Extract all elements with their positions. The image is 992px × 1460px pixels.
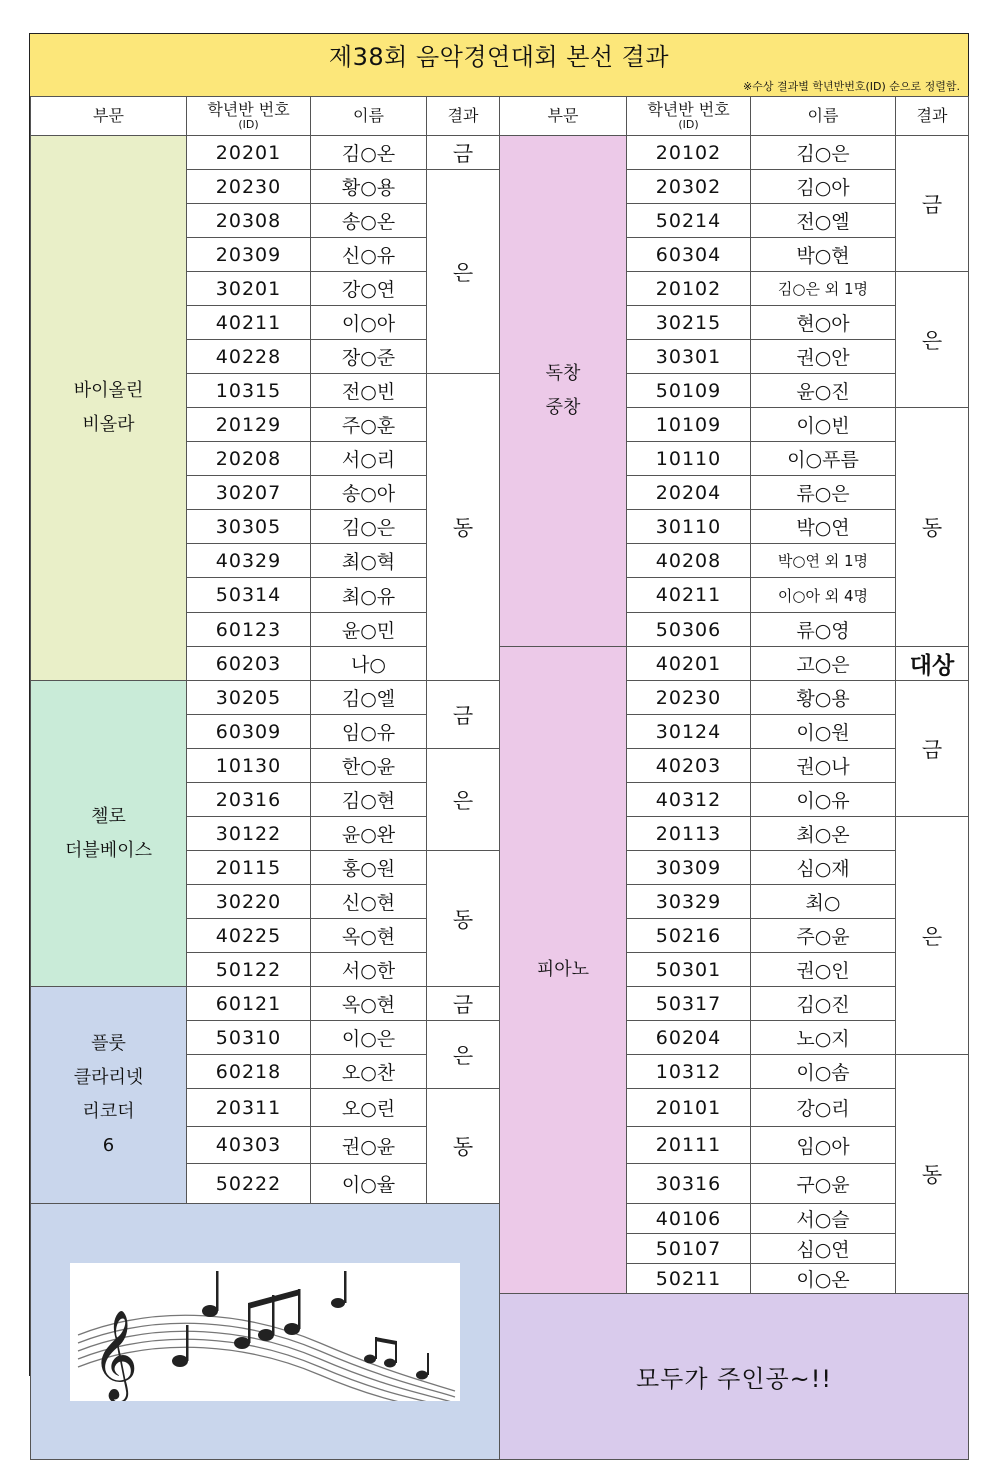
sort-note: ※수상 결과별 학년반번호(ID) 순으로 정렬함.: [742, 80, 960, 93]
result-badge: 은: [427, 749, 500, 851]
entry-name: 박○연: [751, 510, 896, 544]
entry-name: 윤○완: [311, 817, 427, 851]
entry-name: 강○리: [751, 1089, 896, 1127]
entry-name: 이○푸름: [751, 442, 896, 476]
music-staff-notes-icon: [70, 1263, 460, 1401]
entry-name: 이○율: [311, 1164, 427, 1204]
entry-name: 권○안: [751, 340, 896, 374]
entry-id: 30201: [187, 272, 311, 306]
entry-name: 류○은: [751, 476, 896, 510]
entry-id: 20113: [627, 817, 751, 851]
col-id: [187, 97, 311, 136]
entry-id: 50314: [187, 578, 311, 613]
division-cello-bass: [31, 681, 187, 987]
entry-name: 임○아: [751, 1127, 896, 1164]
division-piano: [500, 647, 627, 1294]
entry-name: 오○찬: [311, 1055, 427, 1089]
result-badge: 동: [896, 408, 969, 647]
entry-id: 20308: [187, 204, 311, 238]
entry-name: 이○아 외 4명: [751, 578, 896, 613]
entry-id: 20201: [187, 136, 311, 170]
entry-id: 40312: [627, 783, 751, 817]
entry-name: 한○윤: [311, 749, 427, 783]
division-label: 중창: [545, 397, 581, 418]
entry-id: 20111: [627, 1127, 751, 1164]
entry-name: 나○: [311, 647, 427, 681]
entry-id: 60309: [187, 715, 311, 749]
entry-name: 송○아: [311, 476, 427, 510]
col-name-right: 이름: [751, 97, 896, 136]
entry-id: 40211: [187, 306, 311, 340]
entry-name: 이○유: [751, 783, 896, 817]
entry-id: 30110: [627, 510, 751, 544]
entry-id: 10312: [627, 1055, 751, 1089]
entry-id: 60123: [187, 613, 311, 647]
entry-name: 이○아: [311, 306, 427, 340]
col-id-label: 학년반 번호: [207, 99, 290, 119]
entry-id: 30207: [187, 476, 311, 510]
entry-id: 30205: [187, 681, 311, 715]
slogan-banner: 모두가 주인공~!!: [500, 1294, 969, 1460]
entry-id: 20102: [627, 136, 751, 170]
entry-name: 오○린: [311, 1089, 427, 1127]
entry-name: 권○인: [751, 953, 896, 987]
entry-id: 50109: [627, 374, 751, 408]
entry-name: 구○윤: [751, 1164, 896, 1204]
entry-id: 20230: [627, 681, 751, 715]
col-division-right: 부문: [500, 97, 627, 136]
result-badge: 동: [427, 851, 500, 987]
entry-id: 60121: [187, 987, 311, 1021]
division-label: 비올라: [82, 414, 135, 435]
entry-name: 홍○원: [311, 851, 427, 885]
division-vocal: [500, 136, 627, 647]
table-row: [31, 136, 969, 170]
entry-id: 60218: [187, 1055, 311, 1089]
entry-name: 주○훈: [311, 408, 427, 442]
entry-id: 20129: [187, 408, 311, 442]
entry-id: 20102: [627, 272, 751, 306]
entry-id: 30305: [187, 510, 311, 544]
entry-id: 10109: [627, 408, 751, 442]
entry-name: 현○아: [751, 306, 896, 340]
entry-name: 김○은: [751, 136, 896, 170]
entry-name: 류○영: [751, 613, 896, 647]
entry-name: 서○슬: [751, 1204, 896, 1234]
col-id-right: [627, 97, 751, 136]
entry-name: 전○빈: [311, 374, 427, 408]
entry-name: 신○유: [311, 238, 427, 272]
results-sheet: [29, 33, 969, 1400]
entry-id: 30122: [187, 817, 311, 851]
entry-name: 김○엘: [311, 681, 427, 715]
entry-name: 심○연: [751, 1234, 896, 1264]
result-badge: 금: [896, 681, 969, 817]
svg-text:𝄞: 𝄞: [92, 1309, 139, 1400]
title-band: [30, 34, 968, 97]
entry-id: 50122: [187, 953, 311, 987]
division-label: 더블베이스: [65, 839, 152, 861]
entry-name: 강○연: [311, 272, 427, 306]
entry-name: 김○진: [751, 987, 896, 1021]
header-row: [31, 97, 969, 136]
entry-name: 노○지: [751, 1021, 896, 1055]
entry-id: 40106: [627, 1204, 751, 1234]
col-result-right: 결과: [896, 97, 969, 136]
result-badge: 금: [427, 987, 500, 1021]
entry-id: 50317: [627, 987, 751, 1021]
entry-name: 장○준: [311, 340, 427, 374]
entry-id: 50214: [627, 204, 751, 238]
division-label: 피아노: [536, 959, 590, 980]
entry-id: 60204: [627, 1021, 751, 1055]
entry-name: 전○엘: [751, 204, 896, 238]
result-badge: 동: [427, 374, 500, 681]
music-decoration: [31, 1204, 500, 1460]
page-title: 제38회 음악경연대회 본선 결과: [328, 43, 670, 71]
division-label: 리코더: [82, 1101, 135, 1122]
entry-name: 이○솜: [751, 1055, 896, 1089]
entry-id: 40228: [187, 340, 311, 374]
entry-id: 40303: [187, 1127, 311, 1164]
entry-id: 40225: [187, 919, 311, 953]
entry-name: 옥○현: [311, 919, 427, 953]
entry-name: 김○온: [311, 136, 427, 170]
entry-id: 30309: [627, 851, 751, 885]
entry-id: 10110: [627, 442, 751, 476]
entry-id: 60203: [187, 647, 311, 681]
entry-id: 30329: [627, 885, 751, 919]
division-label: 독창: [545, 363, 581, 384]
entry-name: 이○원: [751, 715, 896, 749]
entry-name: 윤○민: [311, 613, 427, 647]
entry-id: 40208: [627, 544, 751, 578]
result-badge: 은: [896, 272, 969, 408]
result-badge: 금: [427, 681, 500, 749]
division-label: 바이올린: [73, 380, 144, 401]
entry-name: 김○현: [311, 783, 427, 817]
entry-name: 옥○현: [311, 987, 427, 1021]
entry-name: 송○온: [311, 204, 427, 238]
entry-id: 20115: [187, 851, 311, 885]
entry-name: 이○은: [311, 1021, 427, 1055]
entry-name: 최○유: [311, 578, 427, 613]
entry-id: 20204: [627, 476, 751, 510]
entry-id: 50211: [627, 1264, 751, 1294]
col-id-sub: (ID): [678, 117, 699, 131]
entry-id: 20208: [187, 442, 311, 476]
entry-name: 황○용: [751, 681, 896, 715]
entry-name: 서○한: [311, 953, 427, 987]
division-label: 6: [102, 1135, 115, 1156]
entry-id: 60304: [627, 238, 751, 272]
entry-id: 30215: [627, 306, 751, 340]
entry-name: 서○리: [311, 442, 427, 476]
division-violin-viola: [31, 136, 187, 681]
entry-name: 최○혁: [311, 544, 427, 578]
division-label: 첼로: [91, 805, 126, 827]
col-result: 결과: [427, 97, 500, 136]
entry-name: 윤○진: [751, 374, 896, 408]
result-badge: 은: [427, 1021, 500, 1089]
entry-id: 50222: [187, 1164, 311, 1204]
entry-id: 30124: [627, 715, 751, 749]
entry-name: 박○연 외 1명: [751, 544, 896, 578]
entry-id: 50301: [627, 953, 751, 987]
result-badge: 금: [896, 136, 969, 272]
entry-name: 박○현: [751, 238, 896, 272]
results-table: [30, 96, 969, 1460]
result-badge: 동: [896, 1055, 969, 1294]
entry-id: 30301: [627, 340, 751, 374]
entry-name: 이○빈: [751, 408, 896, 442]
col-division: 부문: [31, 97, 187, 136]
entry-id: 20309: [187, 238, 311, 272]
entry-id: 10315: [187, 374, 311, 408]
entry-id: 20101: [627, 1089, 751, 1127]
col-name: 이름: [311, 97, 427, 136]
col-id-label: 학년반 번호: [647, 99, 730, 119]
entry-name: 이○온: [751, 1264, 896, 1294]
entry-name: 김○은: [311, 510, 427, 544]
entry-id: 10130: [187, 749, 311, 783]
entry-name: 신○현: [311, 885, 427, 919]
entry-name: 권○윤: [311, 1127, 427, 1164]
entry-id: 40201: [627, 647, 751, 681]
entry-name: 권○나: [751, 749, 896, 783]
entry-id: 30220: [187, 885, 311, 919]
entry-id: 20302: [627, 170, 751, 204]
entry-name: 고○은: [751, 647, 896, 681]
col-id-sub: (ID): [238, 117, 259, 131]
entry-id: 20316: [187, 783, 311, 817]
division-label: 클라리넷: [73, 1067, 144, 1088]
entry-id: 20230: [187, 170, 311, 204]
entry-id: 40329: [187, 544, 311, 578]
entry-name: 심○재: [751, 851, 896, 885]
grand-prize-badge: 대상: [896, 647, 969, 681]
entry-id: 50107: [627, 1234, 751, 1264]
division-label: 플룻: [91, 1033, 126, 1054]
entry-name: 최○: [751, 885, 896, 919]
entry-name: 주○윤: [751, 919, 896, 953]
result-badge: 은: [427, 170, 500, 374]
entry-name: 최○온: [751, 817, 896, 851]
entry-id: 20311: [187, 1089, 311, 1127]
division-woodwind: [31, 987, 187, 1204]
entry-id: 50216: [627, 919, 751, 953]
entry-id: 40203: [627, 749, 751, 783]
entry-name: 황○용: [311, 170, 427, 204]
result-badge: 동: [427, 1089, 500, 1204]
entry-id: 40211: [627, 578, 751, 613]
entry-id: 50306: [627, 613, 751, 647]
result-badge: 은: [896, 817, 969, 1055]
entry-id: 50310: [187, 1021, 311, 1055]
entry-name: 임○유: [311, 715, 427, 749]
entry-name: 김○아: [751, 170, 896, 204]
entry-id: 30316: [627, 1164, 751, 1204]
result-badge: 금: [427, 136, 500, 170]
entry-name: 김○은 외 1명: [751, 272, 896, 306]
